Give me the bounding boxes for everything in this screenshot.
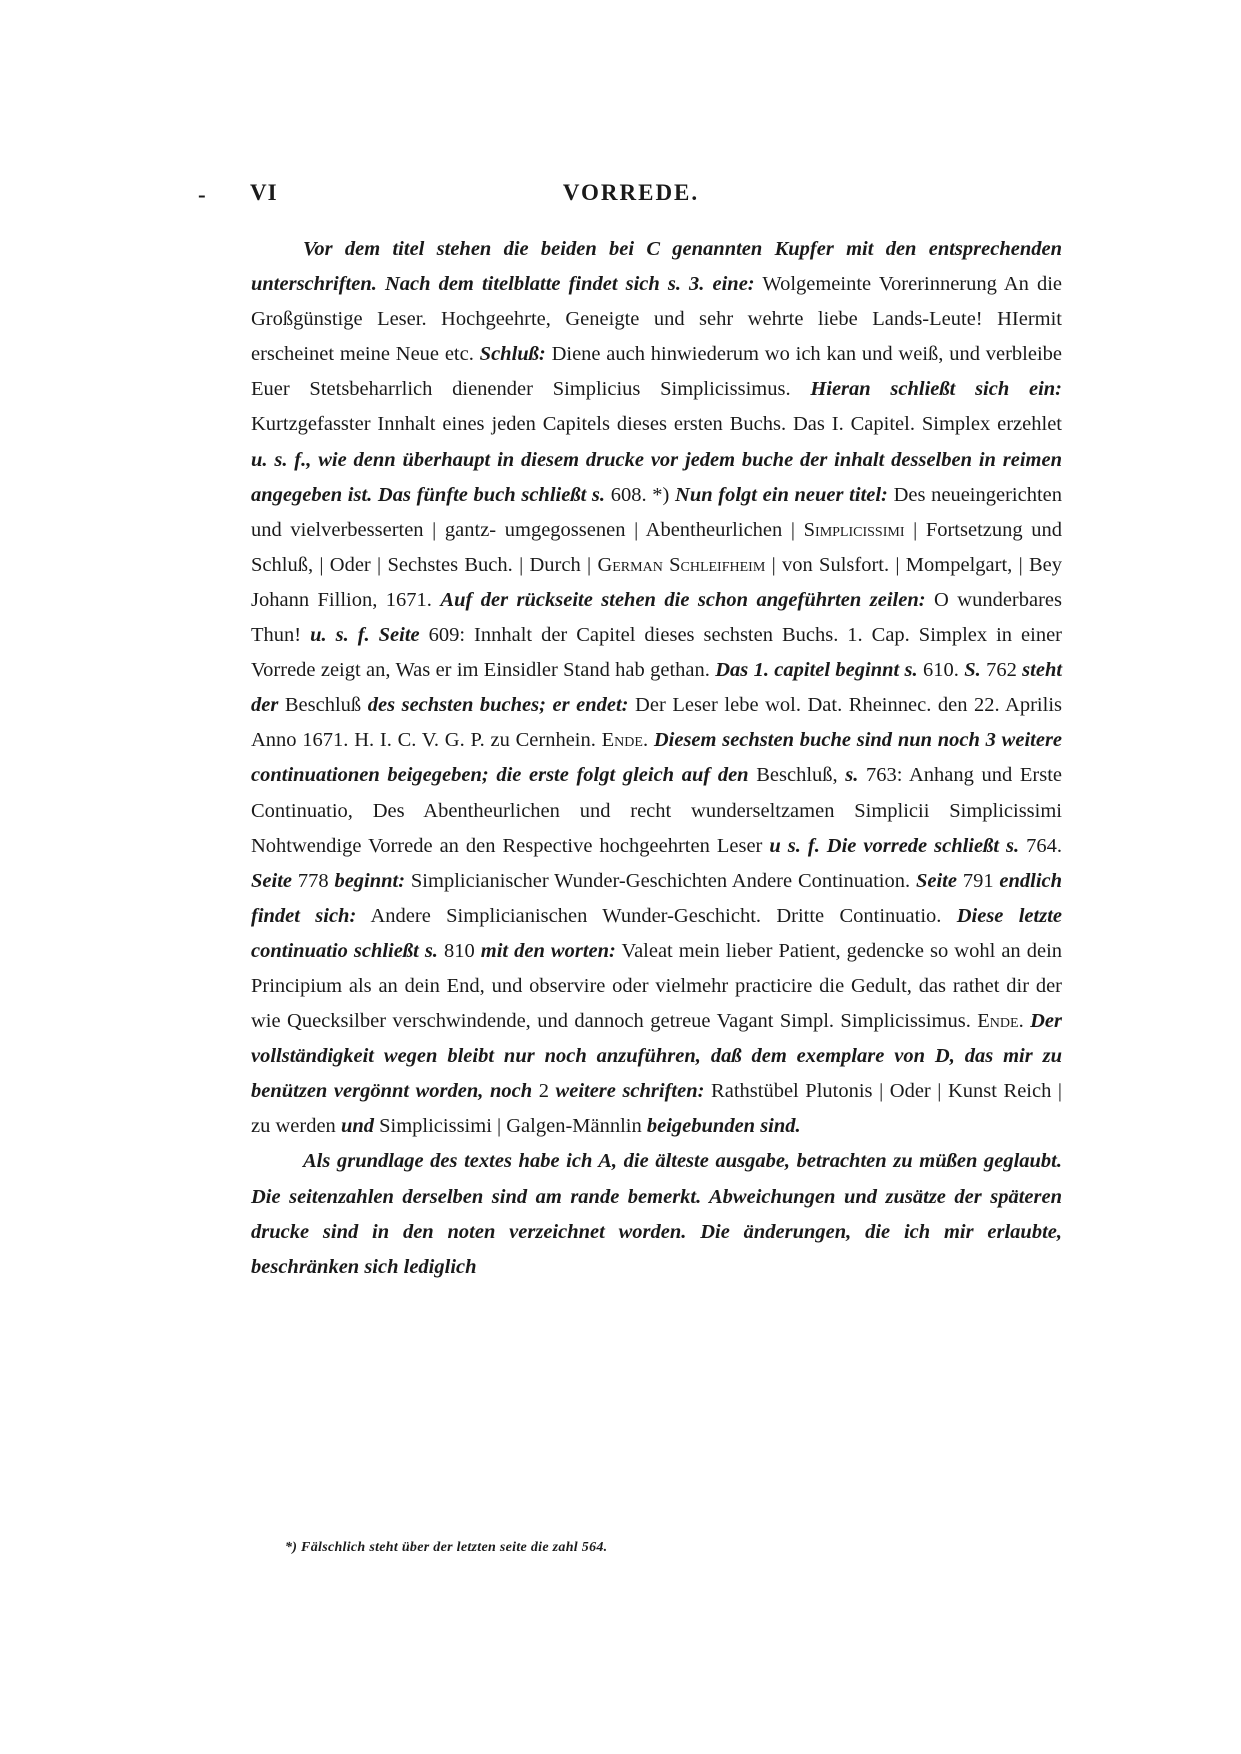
p1-s32: u s. f. Die vorrede schließt s.	[769, 834, 1020, 857]
p1-s01: Vor dem titel stehen die beiden bei C genannten Kupfer mit den entsprechenden unterschriften. Nach dem titelblatte findet sich s. 3. eine:	[251, 238, 1062, 296]
p1-s43: 810	[443, 939, 475, 962]
paragraph-1	[251, 232, 1062, 1144]
p1-s08: 608. *)	[610, 483, 670, 506]
p1-s26: Der Leser lebe wol. Dat. Rheinnec. den 22. Aprilis Anno 1671. H. I. C. V. G. P. zu Cernhein.	[251, 694, 1062, 752]
p1-s15: Auf der rückseite stehen die schon angeführten zeilen:	[440, 588, 926, 611]
header-dash: -	[198, 182, 207, 207]
p1-s31: 763: Anhang und Erste Continuatio, Des Abentheurlichen und recht wunderseltzamen Simplicii Simplicissimi Nohtwendige Vorrede an den Respective hochgeehrten Leser	[251, 764, 1063, 857]
p1-s37: Simplicianischer Wunder-Geschichten Andere Continuation.	[410, 869, 911, 892]
p1-s49: weitere schriften:	[555, 1080, 705, 1103]
p1-s19: Das 1. capitel beginnt s.	[715, 659, 918, 682]
paragraph-2	[251, 1144, 1062, 1284]
p1-s33: 764.	[1026, 834, 1063, 857]
p1-s25: des sechsten buches; er endet:	[367, 694, 629, 717]
p1-s10: Des neueingerichten und vielverbesserten | gantz- umgegossenen | Abentheurlichen |	[251, 483, 1063, 541]
p1-s34: Seite	[251, 869, 292, 892]
p1-s35: 778	[297, 869, 329, 892]
p1-s44: mit den worten:	[480, 939, 616, 962]
p1-s42: Diese letzte continuatio schließt s.	[251, 904, 1062, 962]
p1-s48: 2	[538, 1080, 549, 1103]
p1-s38: Seite	[915, 869, 957, 892]
p1-s09: Nun folgt ein neuer titel:	[675, 483, 888, 506]
p1-s12: | Fortsetzung und Schluß, | Oder | Sechstes Buch. | Durch |	[251, 518, 1062, 576]
p1-s04: Diene auch hinwiederum wo ich kan und weiß, und verbleibe Euer Stetsbeharrlich dienender Simplicius Simplicissimus.	[251, 343, 1063, 401]
p1-s36: beginnt:	[334, 869, 406, 892]
p1-s24: Beschluß	[284, 694, 362, 717]
p1-s50: Rathstübel Plutonis | Oder | Kunst Reich | zu werden	[251, 1080, 1063, 1138]
p1-s05: Hieran schließt sich ein:	[810, 378, 1063, 401]
p1-s02: Wolgemeinte Vorerinnerung An die Großgünstige Leser. Hochgeehrte, Geneigte und sehr wehrte liebe Lands-Leute! HIermit erscheinet meine Neue etc.	[251, 273, 1063, 366]
p1-s18: 609: Innhalt der Capitel dieses sechsten Buchs. 1. Cap. Simplex in einer Vorrede zeigt an, Was er im Einsidler Stand hab gethan.	[251, 624, 1063, 682]
p1-s23: steht der	[251, 659, 1063, 717]
p1-s16: O wunderbares Thun!	[251, 588, 1063, 647]
page-header	[198, 180, 1064, 210]
p2-text: Als grundlage des textes habe ich A, die älteste ausgabe, betrachten zu müßen geglaubt. Die seitenzahlen derselben sind am rande bemerkt. Abweichungen und zusätze der späteren drucke sind in den noten verzeichnet worden. Die änderungen, die ich mir erlaubte, beschränken sich lediglich	[251, 1150, 1062, 1278]
p1-s53: beigebunden sind.	[646, 1115, 801, 1138]
page-title: VORREDE.	[562, 180, 700, 205]
p1-s40: endlich findet sich:	[251, 869, 1063, 927]
p1-s52: Simplicissimi | Galgen-Männlin	[379, 1115, 642, 1138]
p1-s06: Kurtzgefasster Innhalt eines jeden Capitels dieses ersten Buchs. Das I. Capitel. Simplex erzehlet	[251, 413, 1062, 436]
p1-s14: | von Sulsfort. | Mompelgart, | Bey Johann Fillion, 1671.	[251, 553, 1063, 611]
p1-s29: Beschluß,	[756, 764, 838, 787]
p1-s30: s.	[845, 764, 859, 787]
p1-s20: 610.	[922, 659, 959, 682]
p1-s03: Schluß:	[479, 343, 546, 366]
p1-s47: Der vollständigkeit wegen bleibt nur noch anzuführen, daß dem exemplare von D, das mir zu benützen vergönnt worden, noch	[251, 1010, 1063, 1103]
p1-s51: und	[340, 1115, 374, 1138]
p1-s11: Simplicissimi	[803, 518, 905, 541]
p1-s22: 762	[986, 659, 1017, 682]
p1-s46: Ende.	[977, 1010, 1024, 1033]
p1-s27: Ende.	[601, 729, 649, 752]
p1-s17: u. s. f. Seite	[310, 624, 420, 647]
footnote: *) Fälschlich steht über der letzten seite die zahl 564.	[285, 1540, 608, 1555]
page-number: VI	[250, 180, 278, 205]
p1-s28: Diesem sechsten buche sind nun noch 3 weitere continuationen beigegeben; die erste folgt gleich auf den	[251, 729, 1063, 787]
p1-s39: 791	[962, 869, 994, 892]
p1-s41: Andere Simplicianischen Wunder-Geschicht. Dritte Continuatio.	[370, 904, 942, 927]
p1-s13: German Schleifheim	[597, 553, 766, 576]
p1-s21: S.	[964, 659, 981, 682]
body-text	[251, 232, 1062, 1285]
p1-s45: Valeat mein lieber Patient, gedencke so wohl an dein Principium als an dein End, und observire oder vielmehr practicire die Gedult, das rathet dir der wie Quecksilber verschwindende, und dannoch getreue Vagant Simpl. Simplicissimus.	[251, 939, 1063, 1033]
p1-s07: u. s. f., wie denn überhaupt in diesem drucke vor jedem buche der inhalt desselben in reimen angegeben ist. Das fünfte buch schließt s.	[251, 448, 1062, 506]
